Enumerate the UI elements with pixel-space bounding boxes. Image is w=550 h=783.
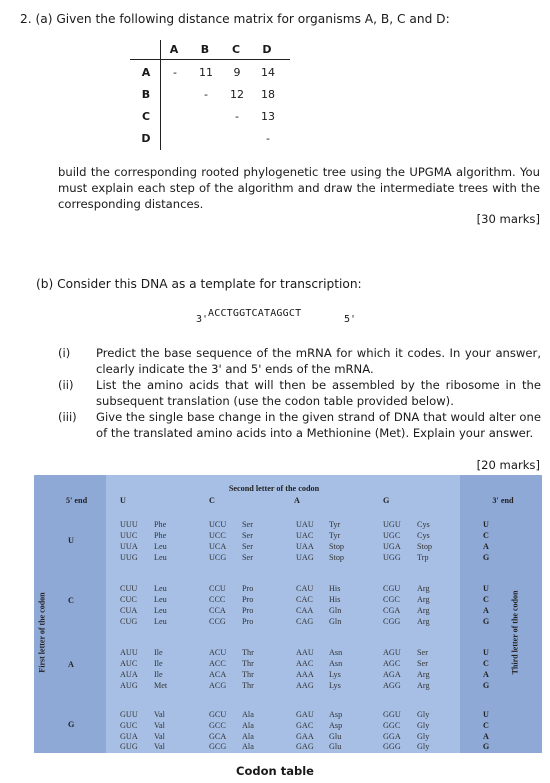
third-letter: C — [483, 595, 489, 604]
amino-acid: Ser — [242, 542, 253, 551]
codon: AAC — [296, 659, 314, 668]
codon: ACA — [209, 670, 227, 679]
amino-acid: Gln — [329, 617, 342, 626]
codon: CUG — [120, 617, 138, 626]
item-number: (iii) — [58, 410, 77, 424]
amino-acid: Gln — [329, 606, 342, 615]
codon: CGU — [383, 584, 401, 593]
matrix-cell: 18 — [261, 88, 275, 101]
matrix-cell: - — [235, 110, 239, 123]
third-letter: C — [483, 531, 489, 540]
amino-acid: Gly — [417, 742, 430, 751]
third-letter: A — [483, 606, 489, 615]
first-letter-axis-label: First letter of the codon — [37, 592, 47, 673]
amino-acid: Ser — [242, 553, 253, 562]
matrix-cell: 12 — [230, 88, 244, 101]
amino-acid: Leu — [154, 553, 167, 562]
amino-acid: Stop — [417, 542, 433, 551]
amino-acid: Gly — [417, 710, 430, 719]
matrix-cell: 9 — [233, 66, 241, 79]
first-letter: A — [68, 660, 74, 669]
third-letter: A — [483, 542, 489, 551]
matrix-vertical-rule — [160, 40, 161, 150]
five-prime-end-label: 5' end — [66, 496, 88, 505]
amino-acid: Asp — [329, 710, 343, 719]
amino-acid: Ser — [242, 531, 253, 540]
codon: ACC — [209, 659, 226, 668]
codon: CUU — [120, 584, 138, 593]
amino-acid: Thr — [242, 659, 254, 668]
codon: GCA — [209, 732, 227, 741]
amino-acid: Val — [154, 732, 165, 741]
question-2a-instructions: build the corresponding rooted phylogenetic tree using the UPGMA algorithm. You must explain each step of the algorithm and draw the intermediate trees with the corresponding distances. — [58, 165, 540, 211]
codon: UGA — [383, 542, 401, 551]
item-text: List the amino acids that will then be assembled by the ribosome in the subsequent translation (use the codon table provided below). — [96, 378, 541, 408]
first-letter: C — [68, 596, 74, 605]
matrix-horizontal-rule — [130, 59, 290, 60]
amino-acid: Val — [154, 721, 165, 730]
amino-acid: Ala — [242, 732, 254, 741]
amino-acid: Phe — [154, 520, 167, 529]
codon: UUU — [120, 520, 138, 529]
amino-acid: Lys — [329, 681, 341, 690]
codon: AAU — [296, 648, 314, 657]
codon: ACG — [209, 681, 227, 690]
third-letter: G — [482, 681, 490, 690]
codon: CCC — [209, 595, 226, 604]
codon: GUU — [120, 710, 138, 719]
codon: CAG — [296, 617, 314, 626]
amino-acid: Cys — [417, 531, 430, 540]
third-letter-axis-label: Third letter of the codon — [510, 590, 520, 675]
amino-acid: Leu — [154, 617, 167, 626]
amino-acid: Pro — [242, 617, 254, 626]
three-prime-end-label: 3' end — [492, 496, 514, 505]
amino-acid: Tyr — [329, 520, 341, 529]
codon: UAC — [296, 531, 314, 540]
codon: GGC — [383, 721, 401, 730]
second-letter-u: U — [120, 496, 126, 505]
third-letter: U — [483, 648, 489, 657]
codon: CAA — [296, 606, 314, 615]
second-letter-c: C — [209, 496, 215, 505]
codon: AUG — [120, 681, 138, 690]
codon: GGU — [383, 710, 401, 719]
third-letter: A — [483, 732, 489, 741]
amino-acid: Leu — [154, 542, 167, 551]
item-number: (i) — [58, 346, 71, 360]
amino-acid: His — [329, 595, 341, 604]
amino-acid: Lys — [329, 670, 341, 679]
amino-acid: Thr — [242, 681, 254, 690]
codon: GGA — [383, 732, 401, 741]
codon: CUC — [120, 595, 137, 604]
codon: UAU — [296, 520, 314, 529]
amino-acid: His — [329, 584, 341, 593]
amino-acid: Ile — [154, 670, 163, 679]
codon: AGG — [383, 681, 401, 690]
codon: UCG — [209, 553, 227, 562]
amino-acid: Asn — [329, 648, 343, 657]
codon: UUC — [120, 531, 138, 540]
codon: GGG — [383, 742, 401, 751]
dna-3-prime-end: 3' — [196, 314, 209, 325]
amino-acid: Arg — [417, 670, 430, 679]
third-letter: G — [482, 617, 490, 626]
amino-acid: Ala — [242, 721, 254, 730]
codon: CCA — [209, 606, 226, 615]
matrix-cell: - — [204, 88, 208, 101]
codon: GAU — [296, 710, 314, 719]
amino-acid: Ser — [242, 520, 253, 529]
codon: GCG — [209, 742, 227, 751]
codon: CUA — [120, 606, 138, 615]
third-letter: C — [483, 721, 489, 730]
marks-2b: [20 marks] — [476, 458, 540, 472]
amino-acid: Asp — [329, 721, 343, 730]
codon: UGC — [383, 531, 401, 540]
amino-acid: Pro — [242, 606, 254, 615]
codon: AAA — [296, 670, 314, 679]
dna-template — [196, 305, 396, 327]
codon: CAC — [296, 595, 313, 604]
amino-acid: Glu — [329, 732, 342, 741]
dna-5-prime-end: 5' — [344, 314, 357, 325]
matrix-row-label: C — [141, 110, 151, 123]
amino-acid: Thr — [242, 648, 254, 657]
amino-acid: Gly — [417, 732, 430, 741]
codon: UCU — [209, 520, 227, 529]
matrix-cell: 14 — [261, 66, 275, 79]
third-letter: G — [482, 742, 490, 751]
codon: UUG — [120, 553, 138, 562]
amino-acid: Stop — [329, 542, 345, 551]
amino-acid: Ala — [242, 742, 254, 751]
amino-acid: Phe — [154, 531, 167, 540]
amino-acid: Pro — [242, 584, 254, 593]
amino-acid: Leu — [154, 595, 167, 604]
amino-acid: Leu — [154, 584, 167, 593]
codon: GAA — [296, 732, 314, 741]
amino-acid: Val — [154, 742, 165, 751]
matrix-row-label: D — [141, 132, 151, 145]
codon: AUA — [120, 670, 138, 679]
question-2b-heading: (b) Consider this DNA as a template for transcription: — [36, 277, 362, 291]
matrix-row-label: A — [141, 66, 151, 79]
codon: AUC — [120, 659, 138, 668]
amino-acid: Ile — [154, 659, 163, 668]
codon: UGG — [383, 553, 401, 562]
codon: UAG — [296, 553, 314, 562]
second-letter-g: G — [383, 496, 390, 505]
amino-acid: Trp — [417, 553, 429, 562]
codon: ACU — [209, 648, 227, 657]
codon: GCU — [209, 710, 227, 719]
amino-acid: Met — [154, 681, 168, 690]
first-letter: G — [68, 720, 75, 729]
third-letter: C — [483, 659, 489, 668]
codon: UAA — [296, 542, 314, 551]
amino-acid: Arg — [417, 606, 430, 615]
second-letter-a: A — [294, 496, 300, 505]
amino-acid: Tyr — [329, 531, 341, 540]
matrix-cell: - — [173, 66, 177, 79]
codon: AGU — [383, 648, 401, 657]
amino-acid: Cys — [417, 520, 430, 529]
matrix-col-header: B — [200, 43, 210, 56]
second-letter-header: Second letter of the codon — [228, 484, 320, 493]
marks-2a: [30 marks] — [476, 212, 540, 226]
codon-table-right-band — [460, 475, 542, 753]
amino-acid: Glu — [329, 742, 342, 751]
amino-acid: Ser — [417, 659, 428, 668]
third-letter: G — [482, 553, 490, 562]
codon: CGC — [383, 595, 400, 604]
amino-acid: Val — [154, 710, 165, 719]
matrix-col-header: A — [169, 43, 179, 56]
amino-acid: Asn — [329, 659, 343, 668]
codon: CGA — [383, 606, 401, 615]
codon: UCA — [209, 542, 227, 551]
codon: GCC — [209, 721, 226, 730]
item-text: Predict the base sequence of the mRNA for which it codes. In your answer, clearly indicate the 3' and 5' ends of the mRNA. — [96, 346, 541, 376]
codon: AGC — [383, 659, 401, 668]
matrix-cell: 11 — [199, 66, 213, 79]
codon: CCU — [209, 584, 226, 593]
question-2a-heading: 2. (a) Given the following distance matrix for organisms A, B, C and D: — [20, 12, 450, 26]
codon: GAC — [296, 721, 314, 730]
amino-acid: Arg — [417, 681, 430, 690]
codon: GUA — [120, 732, 138, 741]
item-number: (ii) — [58, 378, 74, 392]
matrix-col-header: C — [231, 43, 241, 56]
amino-acid: Stop — [329, 553, 345, 562]
codon: CGG — [383, 617, 401, 626]
codon: GUC — [120, 721, 138, 730]
amino-acid: Ala — [242, 710, 254, 719]
matrix-col-header: D — [262, 43, 272, 56]
codon: UUA — [120, 542, 138, 551]
amino-acid: Leu — [154, 606, 167, 615]
distance-matrix — [130, 40, 290, 150]
matrix-cell: 13 — [261, 110, 275, 123]
codon: CCG — [209, 617, 226, 626]
codon: AAG — [296, 681, 314, 690]
third-letter: U — [483, 584, 489, 593]
third-letter: U — [483, 520, 489, 529]
amino-acid: Gly — [417, 721, 430, 730]
codon: GUG — [120, 742, 138, 751]
dna-sequence: ACCTGGTCATAGGCT — [208, 308, 302, 319]
amino-acid: Thr — [242, 670, 254, 679]
amino-acid: Ser — [417, 648, 428, 657]
codon: CAU — [296, 584, 314, 593]
codon: GAG — [296, 742, 314, 751]
codon: AGA — [383, 670, 401, 679]
first-letter: U — [68, 536, 74, 545]
third-letter: A — [483, 670, 489, 679]
third-letter: U — [483, 710, 489, 719]
amino-acid: Pro — [242, 595, 254, 604]
codon: UGU — [383, 520, 401, 529]
amino-acid: Arg — [417, 584, 430, 593]
matrix-cell: - — [266, 132, 270, 145]
amino-acid: Ile — [154, 648, 163, 657]
amino-acid: Arg — [417, 617, 430, 626]
item-text: Give the single base change in the given strand of DNA that would alter one of the translated amino acids into a Methionine (Met). Explain your answer. — [96, 410, 541, 440]
codon: AUU — [120, 648, 138, 657]
codon-table — [34, 475, 542, 753]
codon-table-caption: Codon table — [236, 764, 314, 778]
matrix-row-label: B — [141, 88, 151, 101]
codon: UCC — [209, 531, 226, 540]
amino-acid: Arg — [417, 595, 430, 604]
